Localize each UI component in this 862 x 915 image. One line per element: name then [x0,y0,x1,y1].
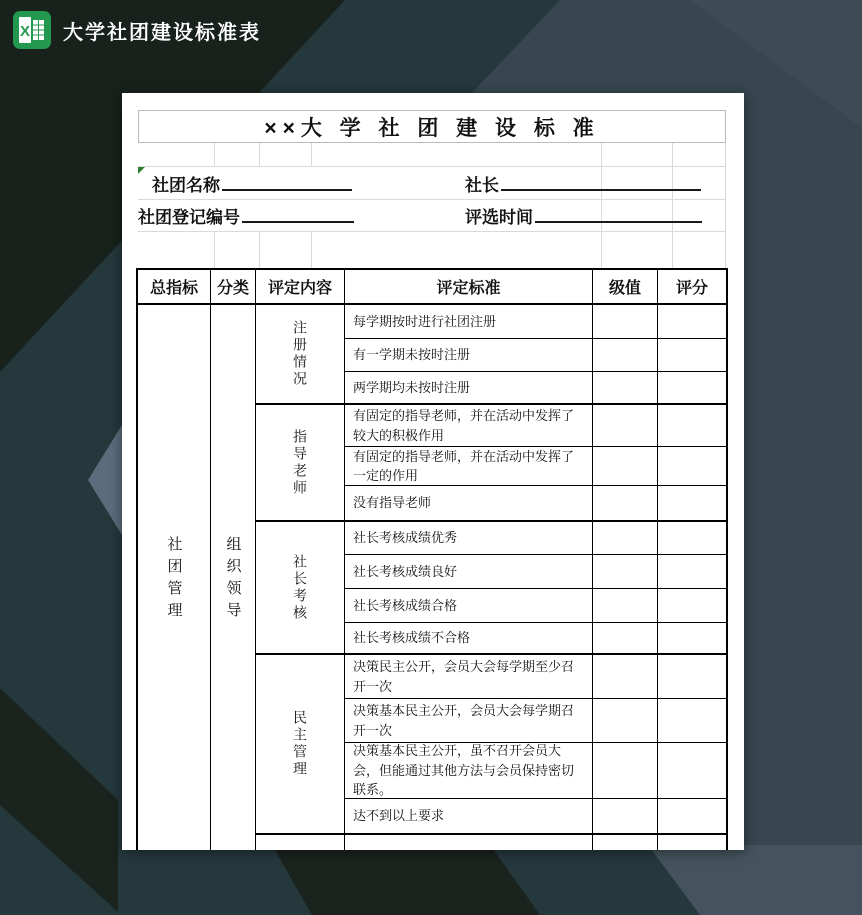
group-name-cell: 注册情况 [256,305,345,405]
excel-icon [13,11,51,49]
criteria-cell: 社长考核成绩良好 [345,555,593,589]
partial-cell [658,835,726,850]
score-value-cell [658,655,726,699]
partial-cell [593,835,658,850]
header-total-indicator: 总指标 [138,270,211,305]
criteria-cell: 社长考核成绩优秀 [345,522,593,555]
score-value-cell [658,555,726,589]
club-name-label: 社团名称 [152,175,220,195]
grade-value-cell [593,372,658,405]
score-value-cell [658,305,726,339]
grade-value-cell [593,339,658,372]
group-name-cell: 民主管理 [256,655,345,835]
grade-value-cell [593,555,658,589]
grade-value-cell [593,405,658,447]
grade-value-cell [593,305,658,339]
president-field [501,176,701,191]
header-content: 评定内容 [256,270,345,305]
grade-value-cell [593,799,658,835]
partial-cell [256,835,345,850]
titlebar [0,0,862,60]
criteria-cell: 社长考核成绩合格 [345,589,593,623]
criteria-cell: 每学期按时进行社团注册 [345,305,593,339]
group-name-cell: 指导老师 [256,405,345,522]
criteria-cell: 决策民主公开，会员大会每学期至少召开一次 [345,655,593,699]
grade-value-cell [593,623,658,655]
score-value-cell [658,339,726,372]
svg-text:X: X [19,23,31,40]
registration-no-label: 社团登记编号 [138,208,240,227]
document-page [122,93,744,850]
score-value-cell [658,372,726,405]
app-title: 大学社团建设标准表 [63,21,261,44]
grade-value-cell [593,589,658,623]
form-row-2 [138,200,726,232]
score-value-cell [658,623,726,655]
header-criteria: 评定标准 [345,270,593,305]
club-name-field [222,176,352,191]
criteria-cell: 决策基本民主公开，会员大会每学期召开一次 [345,699,593,743]
score-value-cell [658,405,726,447]
score-value-cell [658,699,726,743]
grade-value-cell [593,743,658,799]
grade-value-cell [593,522,658,555]
score-value-cell [658,447,726,486]
header-score: 评分 [658,270,726,305]
category-cell: 组织领导 [211,305,256,850]
selection-time-label: 评选时间 [465,208,533,227]
score-value-cell [658,486,726,522]
score-value-cell [658,743,726,799]
empty-grid-row [138,143,726,167]
criteria-cell: 决策基本民主公开，虽不召开会员大会，但能通过其他方法与会员保持密切联系。 [345,743,593,799]
standards-table [136,268,728,850]
grade-value-cell [593,655,658,699]
form-row-1 [138,167,726,200]
criteria-cell: 两学期均未按时注册 [345,372,593,405]
score-value-cell [658,589,726,623]
header-category: 分类 [211,270,256,305]
partial-cell [345,835,593,850]
registration-no-field [242,208,354,223]
criteria-cell: 有固定的指导老师，并在活动中发挥了较大的积极作用 [345,405,593,447]
score-value-cell [658,522,726,555]
criteria-cell: 社长考核成绩不合格 [345,623,593,655]
criteria-cell: 有一学期未按时注册 [345,339,593,372]
president-label: 社长 [465,175,499,195]
score-value-cell [658,799,726,835]
document-title: ××大 学 社 团 建 设 标 准 [138,110,726,143]
group-name-cell: 社长考核 [256,522,345,655]
selection-time-field [535,208,702,223]
empty-grid-row [138,232,726,268]
grade-value-cell [593,486,658,522]
criteria-cell: 达不到以上要求 [345,799,593,835]
criteria-cell: 没有指导老师 [345,486,593,522]
total-indicator-cell: 社团管理 [138,305,211,850]
grade-value-cell [593,447,658,486]
cell-flag-icon [138,167,145,174]
header-grade: 级值 [593,270,658,305]
criteria-cell: 有固定的指导老师，并在活动中发挥了一定的作用 [345,447,593,486]
grade-value-cell [593,699,658,743]
